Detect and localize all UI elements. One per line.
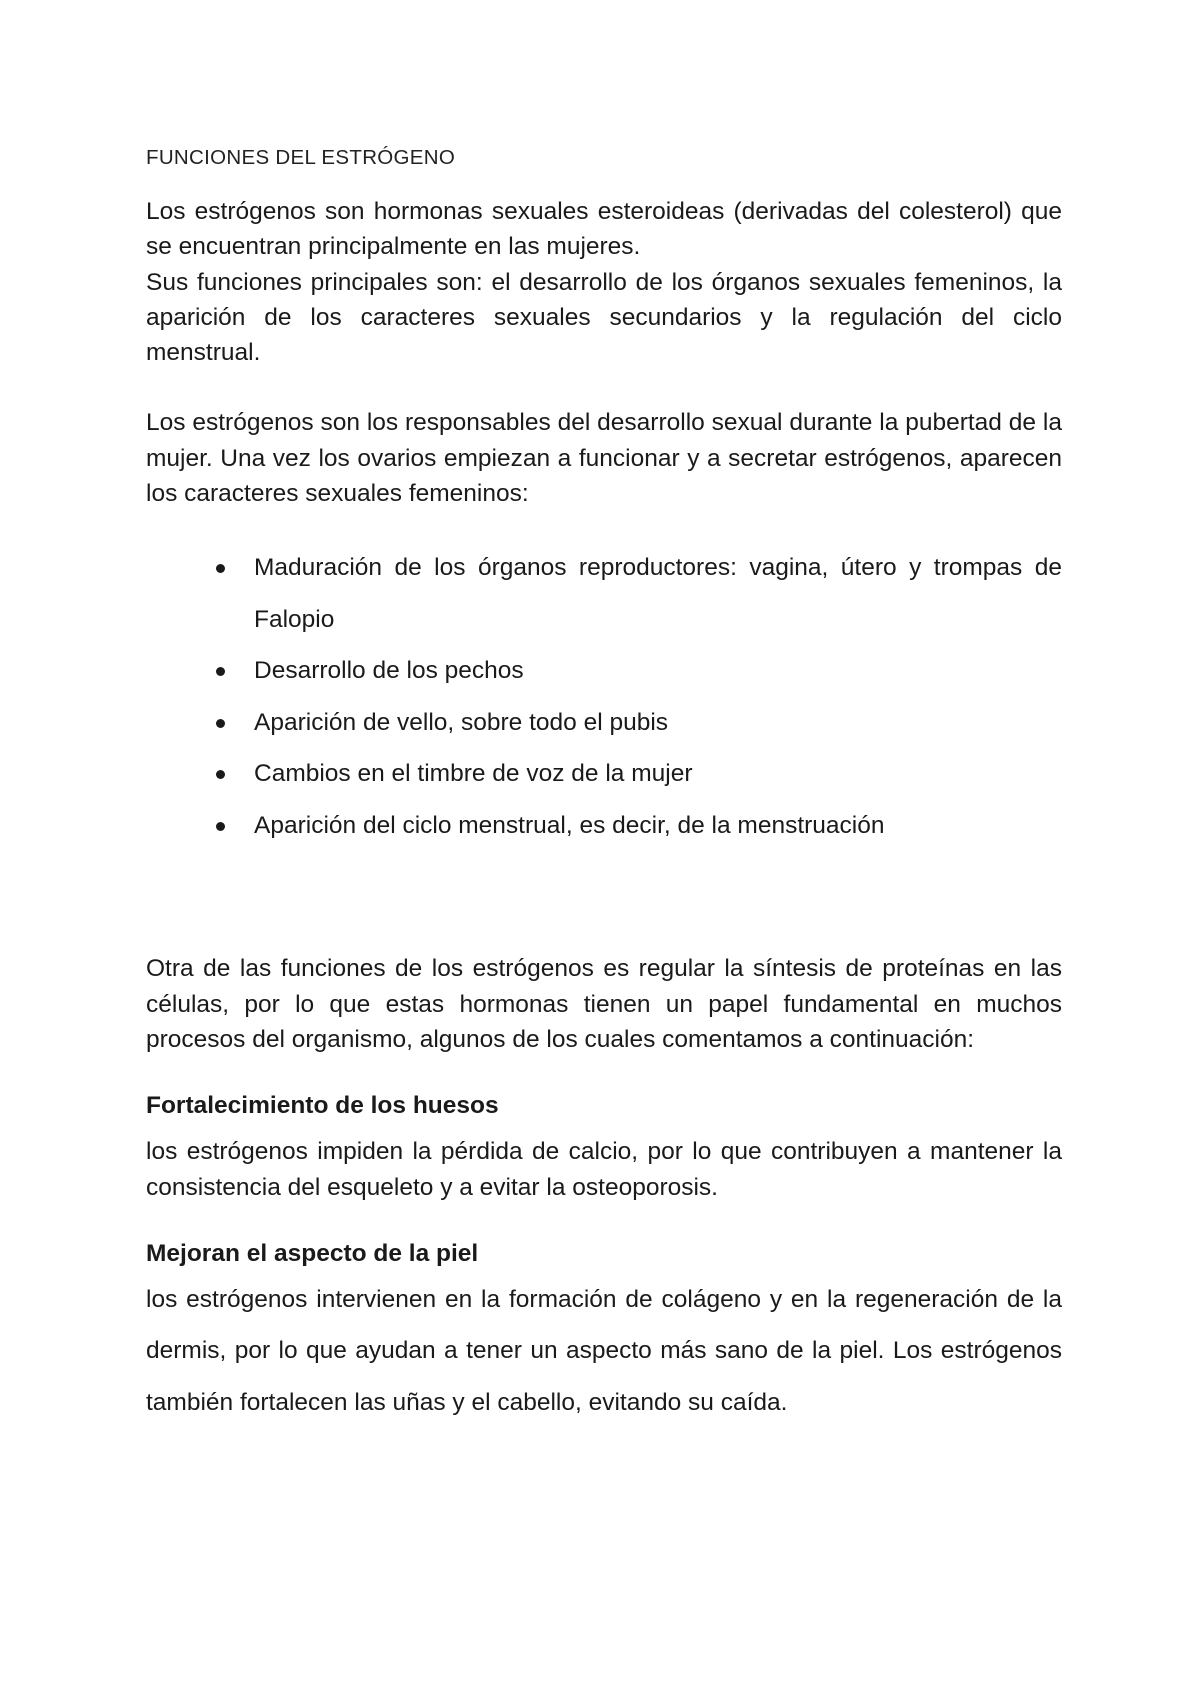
list-item [216,800,1062,852]
bullet-icon [216,719,225,728]
list-item-text: Cambios en el timbre de voz de la mujer [254,760,693,788]
section-heading-bones: Fortalecimiento de los huesos [146,1092,499,1120]
bullet-icon [216,564,225,573]
list-item-text: Maduración de los órganos reproductores: vagina, útero y trompas de Falopio [254,554,1062,633]
list-item [216,542,1062,645]
list-item [216,748,1062,800]
spacer [146,370,1062,405]
bullet-icon [216,822,225,831]
intro-paragraph-2: Sus funciones principales son: el desarrollo de los órganos sexuales femeninos, la aparición de los caracteres sexuales secundarios y la regulación del ciclo menstrual. [146,268,1062,367]
document-title: FUNCIONES DEL ESTRÓGENO [146,146,456,169]
list-item [216,645,1062,697]
section-heading-skin: Mejoran el aspecto de la piel [146,1239,479,1267]
characteristics-list [146,542,1062,851]
list-item-text: Aparición del ciclo menstrual, es decir, de la menstruación [254,811,885,839]
spacer [146,851,1062,951]
document-page [146,146,1062,1428]
bullet-icon [216,770,225,779]
list-item-text: Desarrollo de los pechos [254,657,524,685]
list-item [216,697,1062,749]
spacer [146,511,1062,542]
section-body-skin: los estrógenos intervienen en la formación de colágeno y en la regeneración de la dermis, por lo que ayudan a tener un aspecto más sano de la piel. Los estrógenos también fortalecen las uñas y el cabello, evitando su caída. [146,1285,1062,1416]
spacer [146,1205,1062,1236]
puberty-paragraph: Los estrógenos son los responsables del desarrollo sexual durante la pubertad de la mujer. Una vez los ovarios empiezan a funcionar y a secretar estrógenos, aparecen los caracteres sexuales femeninos: [146,409,1062,508]
spacer [146,1057,1062,1088]
section-body-bones: los estrógenos impiden la pérdida de calcio, por lo que contribuyen a mantener la consistencia del esqueleto y a evitar la osteoporosis. [146,1138,1062,1201]
proteins-paragraph: Otra de las funciones de los estrógenos es regular la síntesis de proteínas en las células, por lo que estas hormonas tienen un papel fundamental en muchos procesos del organismo, algunos de los cuales comentamos a continuación: [146,955,1062,1053]
intro-paragraph-1: Los estrógenos son hormonas sexuales esteroideas (derivadas del colesterol) que se encuentran principalmente en las mujeres. [146,198,1062,261]
list-item-text: Aparición de vello, sobre todo el pubis [254,708,669,736]
bullet-icon [216,667,225,676]
